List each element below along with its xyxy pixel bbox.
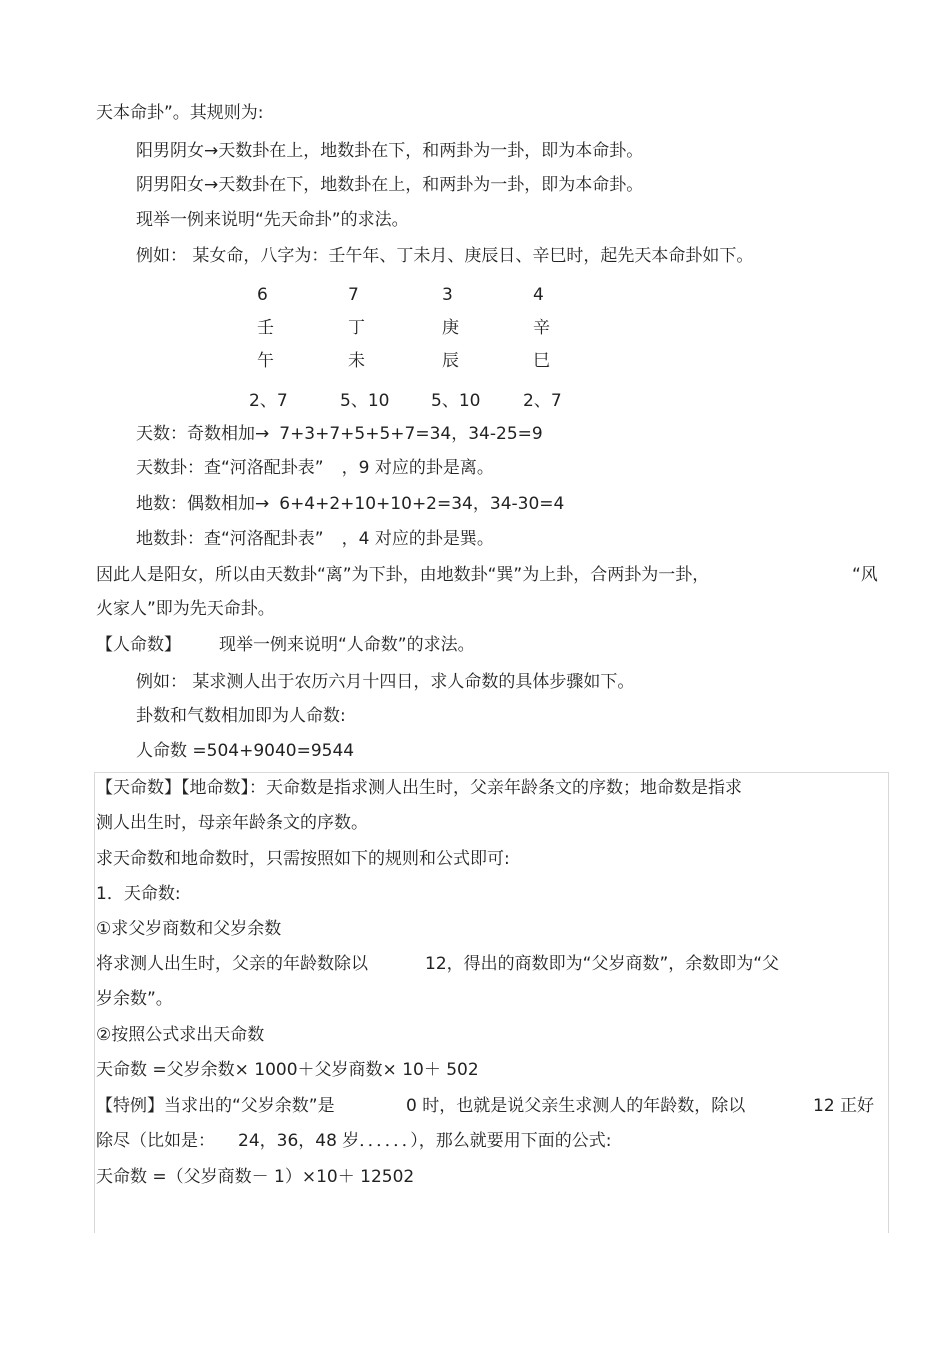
tianshu-label: 天数：奇数相加→ bbox=[136, 424, 270, 444]
special-case-b: 0 时，也就是说父亲生求测人的年龄数，除以 bbox=[406, 1096, 746, 1116]
tianshu-line bbox=[136, 423, 543, 445]
dishu-line bbox=[136, 493, 564, 515]
special-case-c: 12 正好 bbox=[813, 1096, 875, 1116]
conclusion-line-a: 因此人是阳女，所以由天数卦“离”为下卦，由地数卦“巽”为上卦，合两卦为一卦， bbox=[96, 565, 710, 585]
example-intro: 现举一例来说明“先天命卦”的求法。 bbox=[136, 210, 409, 230]
tianming-rule: 求天命数和地命数时，只需按照如下的规则和公式即可: bbox=[96, 849, 510, 869]
example-line: 例如： 某女命，八字为：壬午年、丁未月、庚辰日、辛巳时，起先天本命卦如下。 bbox=[136, 246, 754, 266]
special-case-d: 除尽（比如是： bbox=[96, 1131, 215, 1151]
pillar-stem: 壬 bbox=[257, 318, 274, 338]
special-formula: 天命数 =（父岁商数－ 1）×10＋ 12502 bbox=[96, 1167, 415, 1187]
pillar-branch: 巳 bbox=[533, 351, 550, 371]
pillar-number: 3 bbox=[442, 285, 453, 305]
branch-number: 5、10 bbox=[431, 391, 481, 411]
conclusion-line-c: 火家人”即为先天命卦。 bbox=[96, 599, 275, 619]
intro-line: 天本命卦”。其规则为: bbox=[96, 103, 264, 123]
tianshugua-label: 天数卦：查“河洛配卦表” bbox=[136, 458, 324, 478]
tianshugua-line bbox=[136, 457, 494, 479]
conclusion-line-b: “风 bbox=[852, 565, 878, 585]
tianming-step-1-c: 岁余数”。 bbox=[96, 989, 173, 1009]
renming-heading: 【人命数】 bbox=[96, 635, 181, 655]
pillar-branch: 辰 bbox=[442, 351, 459, 371]
pillar-branch: 午 bbox=[257, 351, 274, 371]
tianming-step-1-a: 将求测人出生时，父亲的年龄数除以 bbox=[96, 954, 368, 974]
tianshugua-result: ，9 对应的卦是离。 bbox=[341, 458, 494, 478]
tianming-step-1-b: 12，得出的商数即为“父岁商数”，余数即为“父 bbox=[425, 954, 780, 974]
dishugua-label: 地数卦：查“河洛配卦表” bbox=[136, 529, 324, 549]
pillar-number: 4 bbox=[533, 285, 544, 305]
pillar-stem: 辛 bbox=[533, 318, 550, 338]
dishu-expr: 6+4+2+10+10+2=34，34-30=4 bbox=[279, 494, 565, 514]
tianming-def-a: 【天命数】【地命数】：天命数是指求测人出生时，父亲年龄条文的序数；地命数是指求 bbox=[96, 778, 742, 798]
renming-rule: 卦数和气数相加即为人命数: bbox=[136, 706, 346, 726]
pillar-number: 7 bbox=[348, 285, 359, 305]
renming-formula: 人命数 =504+9040=9544 bbox=[136, 741, 355, 761]
branch-number: 5、10 bbox=[340, 391, 390, 411]
branch-number: 2、7 bbox=[249, 391, 288, 411]
branch-number: 2、7 bbox=[523, 391, 562, 411]
pillar-number: 6 bbox=[257, 285, 268, 305]
tianming-step-1: ①求父岁商数和父岁余数 bbox=[96, 919, 282, 939]
renming-intro: 现举一例来说明“人命数”的求法。 bbox=[219, 635, 475, 655]
special-case-e: 24，36，48 岁．．．．．．），那么就要用下面的公式: bbox=[238, 1131, 612, 1151]
pillar-stem: 庚 bbox=[442, 318, 459, 338]
tianming-def-b: 测人出生时，母亲年龄条文的序数。 bbox=[96, 813, 368, 833]
rule-yang-male: 阳男阴女→天数卦在上，地数卦在下，和两卦为一卦，即为本命卦。 bbox=[136, 141, 644, 161]
special-case-a: 【特例】当求出的“父岁余数”是 bbox=[96, 1096, 335, 1116]
tianming-item-1: 1．天命数: bbox=[96, 884, 181, 904]
pillar-stem: 丁 bbox=[348, 318, 365, 338]
rule-yin-male: 阴男阳女→天数卦在下，地数卦在上，和两卦为一卦，即为本命卦。 bbox=[136, 175, 644, 195]
dishu-label: 地数：偶数相加→ bbox=[136, 494, 270, 514]
pillar-branch: 未 bbox=[348, 351, 365, 371]
tianming-step-2: ②按照公式求出天命数 bbox=[96, 1025, 265, 1045]
dishugua-result: ，4 对应的卦是巽。 bbox=[341, 529, 494, 549]
tianshu-expr: 7+3+7+5+5+7=34，34-25=9 bbox=[279, 424, 543, 444]
dishugua-line bbox=[136, 528, 494, 550]
tianming-formula: 天命数 =父岁余数× 1000＋父岁商数× 10＋ 502 bbox=[96, 1060, 479, 1080]
tianming-box bbox=[94, 772, 889, 1233]
renming-example: 例如： 某求测人出于农历六月十四日，求人命数的具体步骤如下。 bbox=[136, 672, 635, 692]
